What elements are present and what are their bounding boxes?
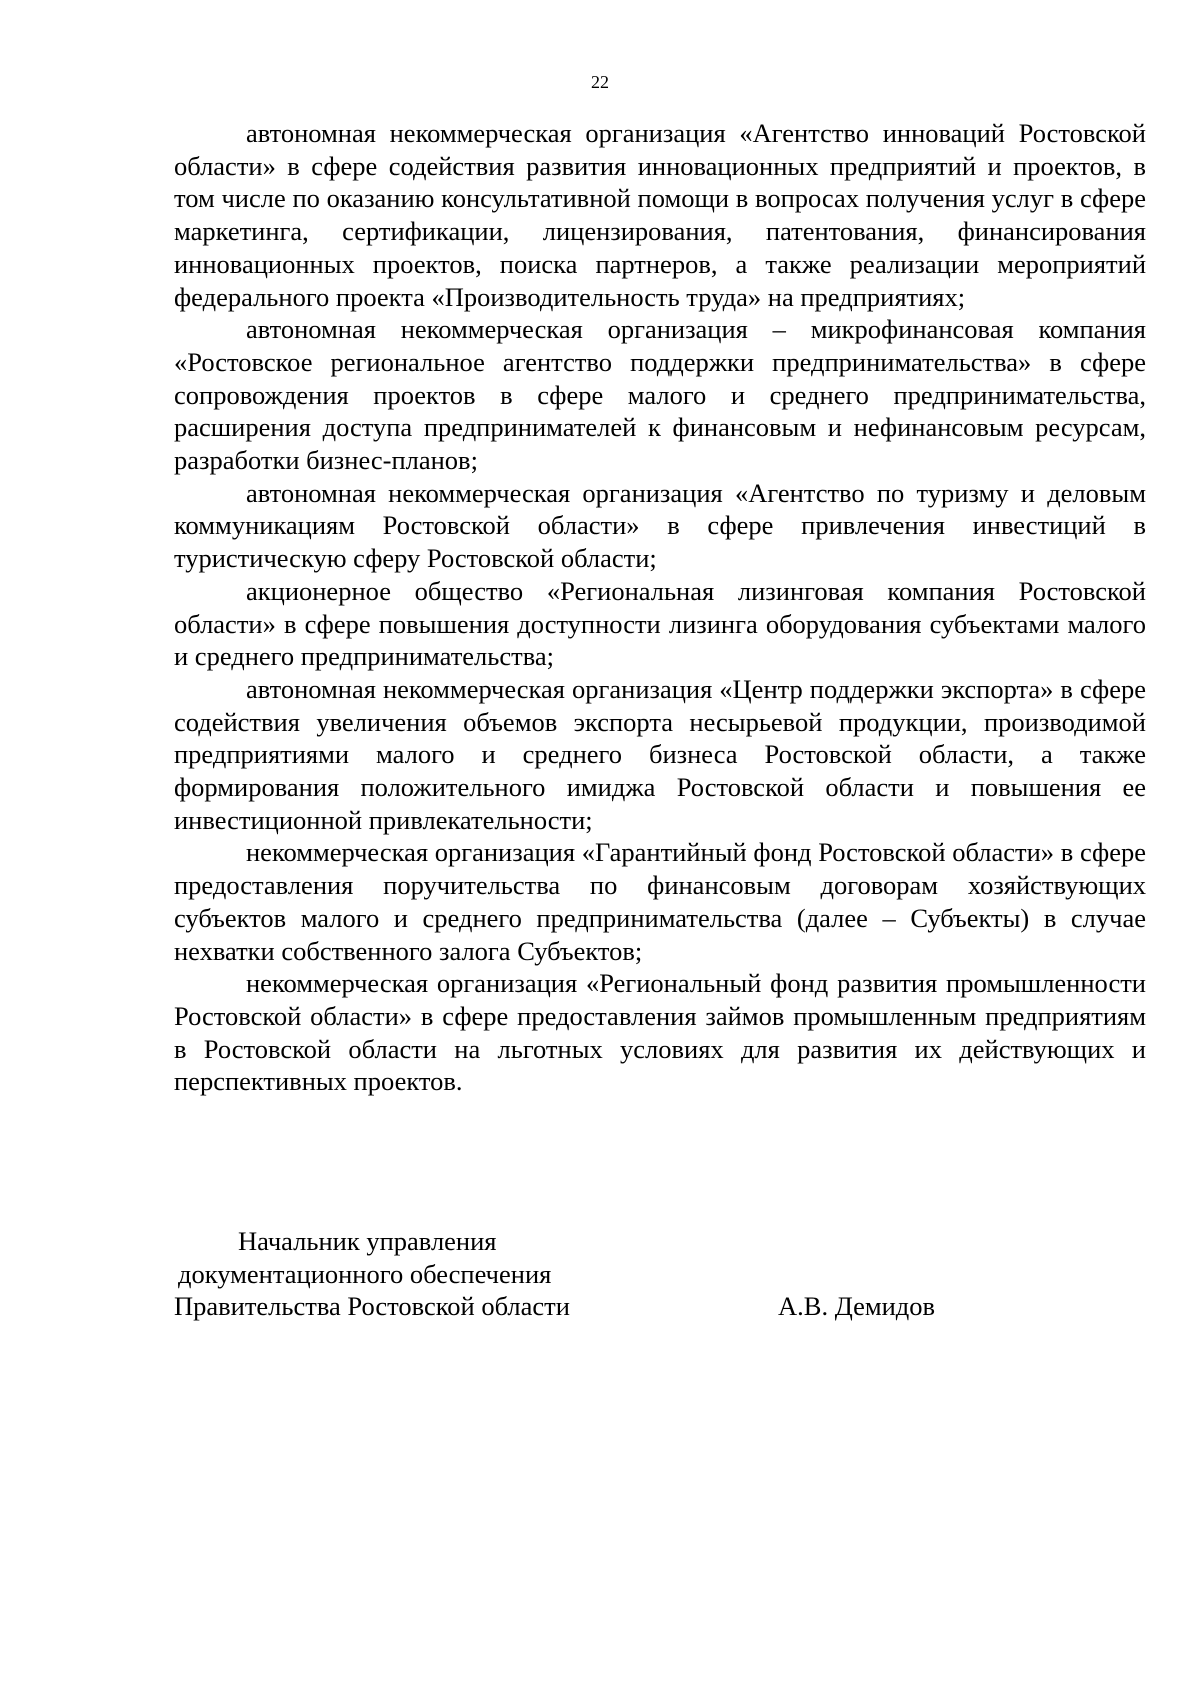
paragraph-innovation-agency: автономная некоммерческая организация «Агентство инноваций Ростовской области» в сфере содействия развития инновационных предприятий и проектов, в том числе по оказанию консультативной помощи в вопросах получения услуг в сфере маркетинга, сертификации, лицензирования, патентования, финансирования инновационных проектов, поиска партнеров, а также реализации мероприятий федерального проекта «Производительность труда» на предприятиях;: [174, 118, 1146, 312]
signature-block: [174, 1225, 1146, 1323]
paragraph-guarantee-fund: некоммерческая организация «Гарантийный фонд Ростовской области» в сфере предоставления поручительства по финансовым договорам хозяйствующих субъектов малого и среднего предпринимательства (далее – Субъекты) в случае нехватки собственного залога Субъектов;: [174, 837, 1146, 966]
signatory-title-line-2: документационного обеспечения: [178, 1258, 552, 1289]
signatory-title-line-3: Правительства Ростовской области: [174, 1291, 570, 1322]
page-number: 22: [591, 72, 609, 92]
signatory-row: [174, 1290, 1146, 1323]
paragraph-industry-fund: некоммерческая организация «Региональный фонд развития промышленности Ростовской области» в сфере предоставления займов промышленным предприятиям в Ростовской области на льготных условиях для развития их действующих и перспективных проектов.: [174, 968, 1146, 1097]
document-body: [174, 117, 1146, 1098]
paragraph-tourism-agency: автономная некоммерческая организация «Агентство по туризму и деловым коммуникациям Ростовской области» в сфере привлечения инвестиций в туристическую сферу Ростовской области;: [174, 477, 1146, 574]
signatory-title-line-1: Начальник управления: [238, 1226, 497, 1256]
paragraph-microfinance-company: автономная некоммерческая организация – микрофинансовая компания «Ростовское региональное агентство поддержки предпринимательства» в сфере сопровождения проектов в сфере малого и среднего предпринимательства, расширения доступа предпринимателей к финансовым и нефинансовым ресурсам, разработки бизнес-планов;: [174, 314, 1146, 476]
paragraph-export-center: автономная некоммерческая организация «Центр поддержки экспорта» в сфере содействия увеличения объемов экспорта несырьевой продукции, производимой предприятиями малого и среднего бизнеса Ростовской области, а также формирования положительного имиджа Ростовской области и повышения ее инвестиционной привлекательности;: [174, 673, 1146, 835]
signatory-name: А.В. Демидов: [778, 1291, 936, 1322]
paragraph-leasing-company: акционерное общество «Региональная лизинговая компания Ростовской области» в сфере повышения доступности лизинга оборудования субъектами малого и среднего предпринимательства;: [174, 575, 1146, 672]
